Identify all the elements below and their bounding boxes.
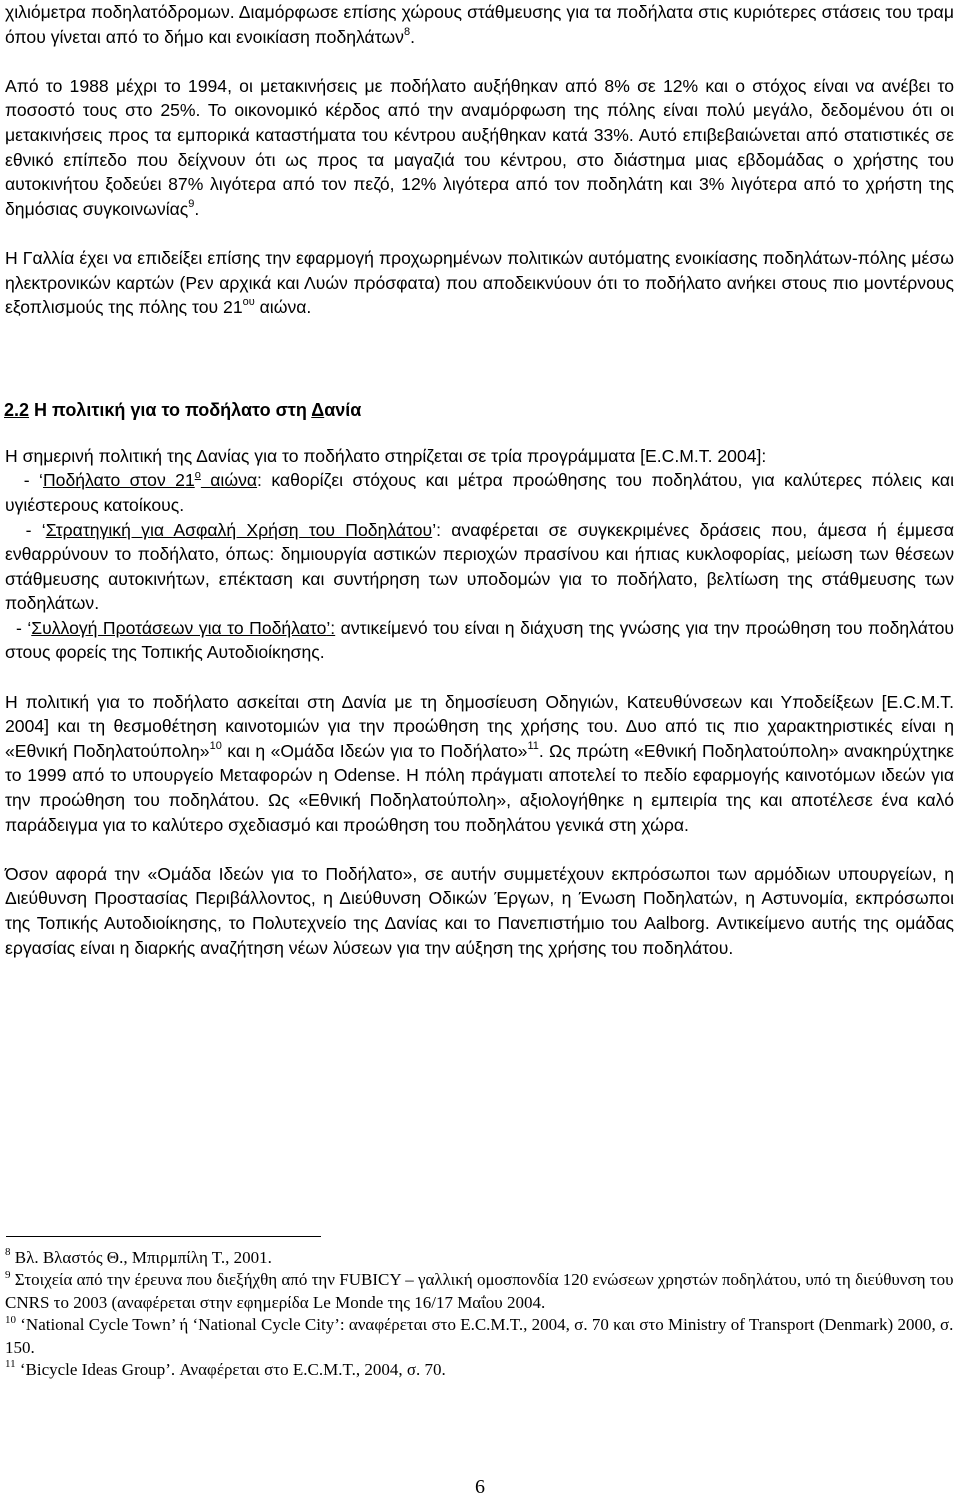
paragraph-text: Από το 1988 μέχρι το 1994, οι μετακινήσεις με ποδήλατο αυξήθηκαν από 8% σε 12% και ο στόχος είναι να ανέβει το ποσοστό τους στο 25%. Το οικονομικό κέρδος από την αναμόρφωση της πόλης είναι πολύ μεγάλο, δεδομένου ότι οι μετακινήσεις προς τα εμπορικά καταστήματα του κέντρου αυξήθηκαν κατά 33%. Αυτό επιβεβαιώνεται από στατιστικές σε εθνικό επίπεδο που δείχνουν ότι ως προς τα μαγαζιά του κέντρου, στο διάστημα μιας εβδομάδας ο χρήστης του αυτοκινήτου ξοδεύει 87% λιγότερα από τον πεζό, 12% λιγότερα από τον ποδηλάτη και 3% λιγότερα από το χρήστη της δημόσιας συγκοινωνίας	[5, 75, 954, 219]
footnote-ref-9: 9	[188, 197, 195, 210]
paragraph-text: . Ως πρώτη «Εθνική Ποδηλατούπολη» ανακηρύχτηκε το 1999 από το υπουργείο Μεταφορών η Odense. Η πόλη πράγματι αποτελεί το πεδίο εφαρμογής καινοτόμων ιδεών για την προώθηση του ποδηλάτου. Ως «Εθνική Ποδηλατούπολη», αξιολογήθηκε η εμπειρία της και αποτέλεσε ένα καλό παράδειγμα για το καλύτερο σχεδιασμό και προώθηση του ποδηλάτου γενικά στη χώρα.	[5, 740, 954, 835]
paragraph-end: .	[194, 198, 200, 219]
footnote-ref-10: 10	[209, 739, 222, 752]
superscript-ordinal: ου	[242, 296, 255, 309]
paragraph-bike-infrastructure	[5, 0, 954, 49]
program-description: : καθορίζει στόχους και μέτρα προώθησης του ποδηλάτου, για καλύτερες πόλεις και υγιέστερους κατοίκους.	[5, 470, 955, 515]
footnote-number: 10	[5, 1313, 16, 1326]
program-name: Ποδήλατο στον 21	[42, 470, 195, 491]
footnote-10	[5, 1314, 955, 1359]
program-name-end: αιώνα	[200, 470, 258, 491]
program-prefix: - ‘	[15, 617, 32, 638]
program-item-3	[5, 616, 954, 665]
paragraph-denmark-policy	[5, 690, 954, 838]
section-title-end: ανία	[324, 399, 362, 420]
paragraph-text: χιλιόμετρα ποδηλατόδρομων. Διαμόρφωσε επίσης χώρους στάθμευσης για τα ποδήλατα στις κυριότερες στάσεις του τραμ όπου γίνεται από το δήμο και ενοικίαση ποδηλάτων	[5, 2, 954, 47]
footnote-number: 8	[5, 1246, 11, 1259]
program-name: Στρατηγική για Ασφαλή Χρήση του Ποδηλάτου	[45, 519, 433, 540]
program-item-2	[5, 518, 954, 616]
footnote-8	[5, 1247, 955, 1269]
footnote-number: 9	[5, 1268, 11, 1281]
paragraph-statistics	[5, 74, 954, 222]
program-description: αντικείμενό του είναι η διάχυση της γνώσης για την προώθηση του ποδηλάτου στους φορείς της Τοπικής Αυτοδιοίκησης.	[5, 617, 954, 663]
footnote-ref-11: 11	[527, 739, 539, 752]
footnote-11	[5, 1359, 955, 1381]
section-title: Η πολιτική για το ποδήλατο στη	[29, 399, 312, 420]
footnotes	[5, 1247, 955, 1381]
program-name: Συλλογή Προτάσεων για το Ποδήλατο	[31, 617, 327, 638]
paragraph-text: Η Γαλλία έχει να επιδείξει επίσης την εφαρμογή προχωρημένων πολιτικών αυτόματης ενοικίασης ποδηλάτων-πόλης μέσω ηλεκτρονικών καρτών (Ρεν αρχικά και Λυών πρόσφατα) που αποδεικνύουν ότι το ποδήλατο ανήκει στους πιο μοντέρνους εξοπλισμούς της πόλης του 21	[5, 247, 954, 318]
paragraph-france	[5, 246, 954, 320]
program-description: ’: αναφέρεται σε συγκεκριμένες δράσεις που, άμεσα ή έμμεσα ενθαρρύνουν το ποδήλατο, όπως: δημιουργία αστικών περιοχών πρασίνου και ήπιας κυκλοφορίας, μείωση των θέσεων στάθμευσης αυτοκινήτων, επέκταση και συντήρηση των υποδομών για το ποδήλατο, βελτίωση της στάθμευσης των ποδηλάτων.	[5, 519, 955, 614]
program-prefix: - ‘	[25, 519, 46, 540]
footnote-ref-8: 8	[403, 25, 411, 38]
section-title-underlined: Δ	[311, 399, 325, 420]
program-name-sup: ο	[194, 469, 201, 482]
program-item-1	[5, 468, 954, 517]
paragraph-text: Η πολιτική για το ποδήλατο ασκείται στη Δανία με τη δημοσίευση Οδηγιών, Κατευθύνσεων και Υποδείξεων [Ε.C.Μ.Τ. 2004] και τη θεσμοθέτηση καινοτομιών για την προώθηση της χρήσης του. Δυο από τις πιο χαρακτηριστικές είναι η «Εθνική Ποδηλατούπολη»	[5, 691, 954, 761]
program-name-end: ’:	[326, 617, 336, 638]
paragraph-text: και η «Ομάδα Ιδεών για το Ποδήλατο»	[221, 740, 528, 761]
footnote-number: 11	[5, 1358, 16, 1371]
paragraph-ideas-group: Όσον αφορά την «Ομάδα Ιδεών για το Ποδήλατο», σε αυτήν συμμετέχουν εκπρόσωποι των αρμόδιων υπουργείων, η Διεύθυνση Προστασίας Περιβάλλοντος, η Διεύθυνση Οδικών Έργων, η Ένωση Ποδηλατών, η Αστυνομία, εκπρόσωποι της Τοπικής Αυτοδιοίκησης, το Πολυτεχνείο της Δανίας και το Πανεπιστήμιο του Aalborg. Αντικείμενο αυτής της ομάδας εργασίας είναι η διαρκής αναζήτηση νέων λύσεων για την αύξηση της χρήσης του ποδηλάτου.	[5, 863, 954, 958]
paragraph-end: .	[410, 26, 415, 47]
body-text	[5, 0, 954, 960]
footnote-text: ‘National Cycle Town’ ή ‘National Cycle City’: αναφέρεται στο Ε.C.Μ.Τ., 2004, σ. 70 και στο Ministry of Transport (Denmark) 2000, σ. 150.	[5, 1315, 954, 1357]
section-heading	[4, 398, 954, 422]
paragraph-programs-intro: Η σημερινή πολιτική της Δανίας για το ποδήλατο στηρίζεται σε τρία προγράμματα [Ε.C.Μ.Τ. 2004]:	[5, 445, 767, 466]
footnote-text: Βλ. Βλαστός Θ., Μπιρμπίλη Τ., 2001.	[10, 1248, 272, 1267]
section-number: 2.2	[4, 399, 30, 420]
paragraph-end: αιώνα.	[254, 297, 312, 318]
footnote-text: Στοιχεία από την έρευνα που διεξήχθη από την FUBICY – γαλλική ομοσπονδία 120 ενώσεων χρηστών ποδηλάτου, υπό τη διεύθυνση του CNRS το 2003 (αναφέρεται στην εφημερίδα Le Monde της 16/17 Μαΐου 2004.	[5, 1270, 954, 1312]
program-prefix: - ‘	[23, 470, 43, 491]
footnote-9	[5, 1269, 955, 1314]
footnote-separator	[6, 1236, 321, 1237]
page-number: 6	[475, 1476, 485, 1498]
footnote-text: ‘Bicycle Ideas Group’. Αναφέρεται στο Ε.C.Μ.Τ., 2004, σ. 70.	[15, 1360, 446, 1380]
